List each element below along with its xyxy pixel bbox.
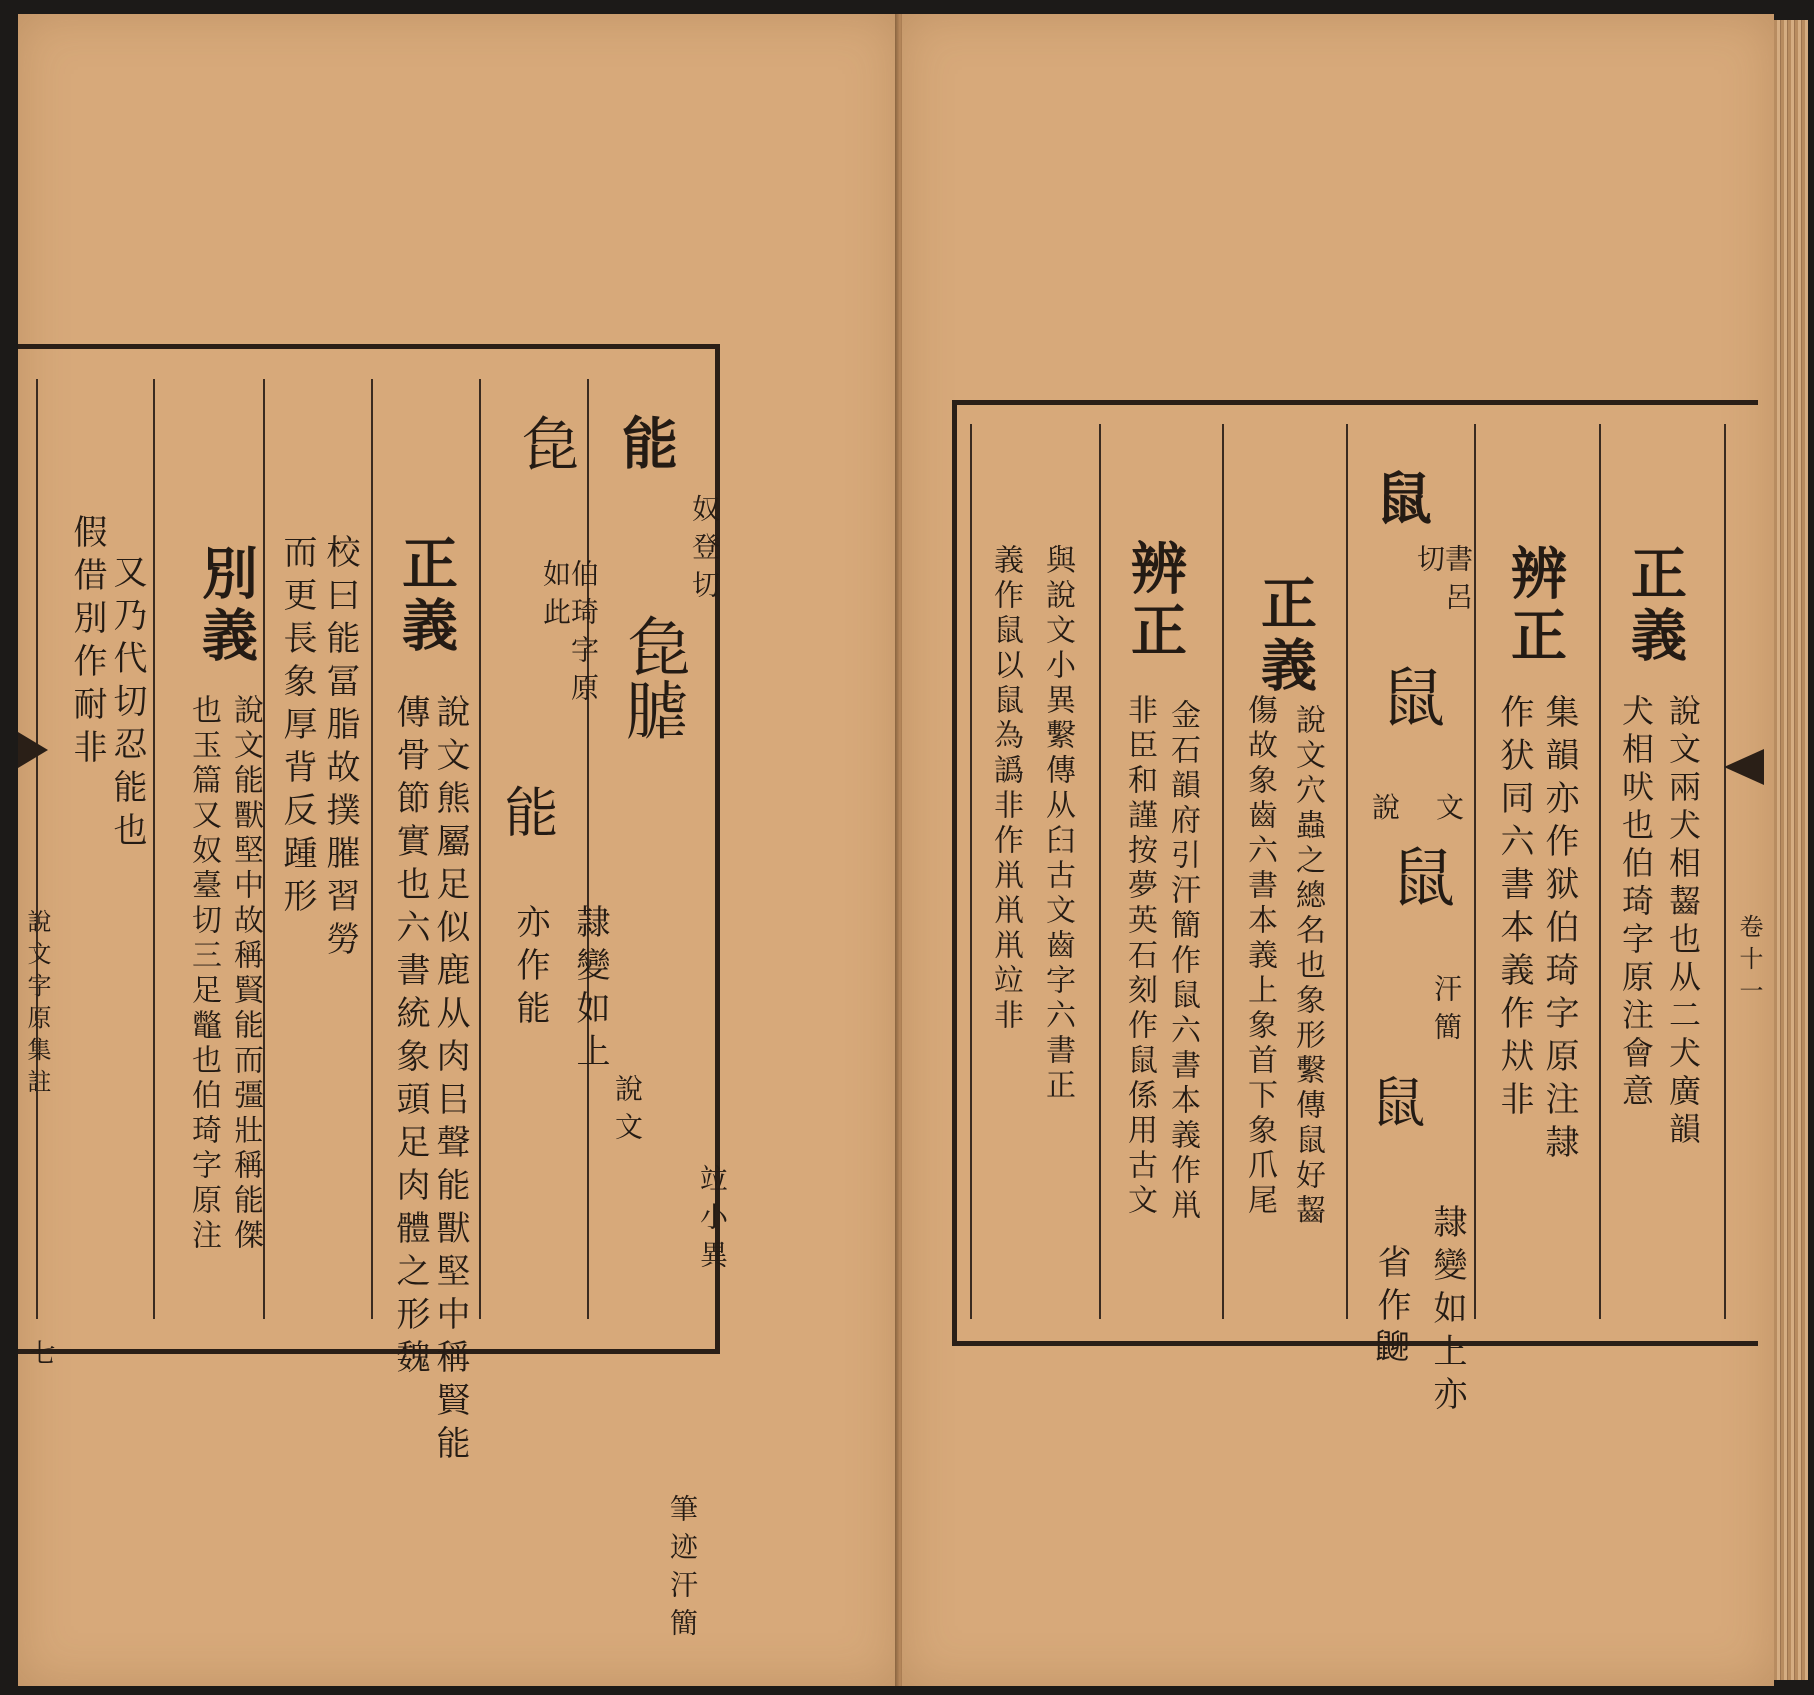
clerical-form: 鼠: [1363, 1074, 1426, 1132]
section-bianzheng: 辨正: [1502, 544, 1568, 668]
fish-tail-mark: [18, 732, 48, 768]
column-rule: [1099, 424, 1101, 1319]
commentary-line: 又乃代切忍能也: [107, 554, 147, 855]
column-rule: [36, 379, 38, 1319]
commentary-line: 說文熊屬足似鹿从肉㠯聲能獸堅中稱賢能: [430, 694, 470, 1468]
commentary-line: 說文穴蟲之總名也象形繫傳鼠好齧: [1290, 704, 1325, 1229]
commentary-line: 義作鼠以鼠為譌非作鼡鼡鼡竝非: [988, 544, 1023, 1034]
fanqie-reading: 奴登切: [688, 494, 721, 608]
commentary-line: 犬相吠也伯琦字原注會意: [1617, 694, 1655, 1112]
seal-note: 筆迹汗簡: [666, 1494, 699, 1646]
commentary-line: 說文兩犬相齧也从二犬廣韻: [1664, 694, 1702, 1150]
column-rule: [1474, 424, 1476, 1319]
section-zhengyi: 正義: [393, 534, 459, 658]
commentary-line: 非臣和謹按夢英石刻作鼠係用古文: [1122, 694, 1157, 1219]
column-rule: [153, 379, 155, 1319]
column-rule: [1599, 424, 1601, 1319]
seal-note: 竝小異: [696, 1164, 729, 1278]
variant-note: 隷變如上亦: [1427, 1204, 1467, 1419]
column-rule: [1346, 424, 1348, 1319]
section-bianzheng: 辨正: [1122, 539, 1188, 663]
commentary-line: 傷故象齒六書本義上象首下象爪尾: [1242, 694, 1277, 1219]
source-note: 說文: [611, 1074, 644, 1150]
variant-note: 隷變如上: [570, 904, 610, 1076]
source-note: 伯琦字原如此: [539, 559, 600, 711]
seal-script-form: 㲋: [511, 414, 580, 472]
section-zhengyi: 正義: [1622, 544, 1688, 668]
column-rule: [479, 379, 481, 1319]
commentary-line: 與說文小異繫傳从𦥑古文齒字六書正: [1040, 544, 1075, 1104]
page-edges: [1774, 20, 1808, 1680]
entry-head: 能: [613, 414, 679, 476]
source-note: 汗簡: [1430, 974, 1463, 1050]
column-rule: [263, 379, 265, 1319]
right-page: [902, 14, 1774, 1686]
commentary-line: 也玉篇又奴臺切三足鼈也伯琦字原注: [186, 694, 221, 1254]
column-rule: [1724, 424, 1726, 1319]
commentary-line: 作犾同六書本義作㹜非: [1494, 694, 1534, 1124]
commentary-line: 假借別作耐非: [67, 514, 107, 772]
commentary-line: 而更長象厚背反踵形: [277, 534, 317, 921]
source-note: 說文: [1372, 791, 1501, 824]
margin-title: 說文字原集註: [23, 909, 51, 1101]
commentary-line: 說文能獸堅中故稱賢能而彊壯稱能傑: [228, 694, 263, 1254]
column-rule: [970, 424, 972, 1319]
seal-script-forms: 㲋𦞐: [616, 614, 691, 742]
variant-note: 亦作能: [510, 904, 550, 1033]
seal-script-form: 鼠: [1370, 664, 1445, 728]
page-number: 七: [25, 1339, 55, 1373]
variant-note: 省作𪕋: [1371, 1244, 1411, 1373]
margin-title: 卷十一: [1735, 914, 1763, 1010]
column-rule: [371, 379, 373, 1319]
column-rule: [587, 379, 589, 1319]
left-page: [18, 14, 898, 1686]
section-bieyi: 別義: [193, 544, 259, 668]
commentary-line: 傳骨節實也六書統象頭足肉體之形魏: [390, 694, 430, 1382]
column-rule: [1222, 424, 1224, 1319]
fish-tail-mark: [1724, 749, 1764, 785]
seal-script-form: 鼠: [1380, 844, 1455, 908]
commentary-line: 校曰能冨脂故撲膗習勞: [320, 534, 360, 964]
fanqie-reading: 書呂切: [1413, 544, 1474, 620]
section-zhengyi: 正義: [1252, 574, 1318, 698]
commentary-line: 集韻亦作狱伯琦字原注隷: [1539, 694, 1579, 1167]
entry-head: 鼠: [1367, 469, 1433, 531]
commentary-line: 金石韻府引汗簡作鼠六書本義作鼡: [1165, 699, 1200, 1224]
clerical-form: 能: [496, 784, 559, 842]
